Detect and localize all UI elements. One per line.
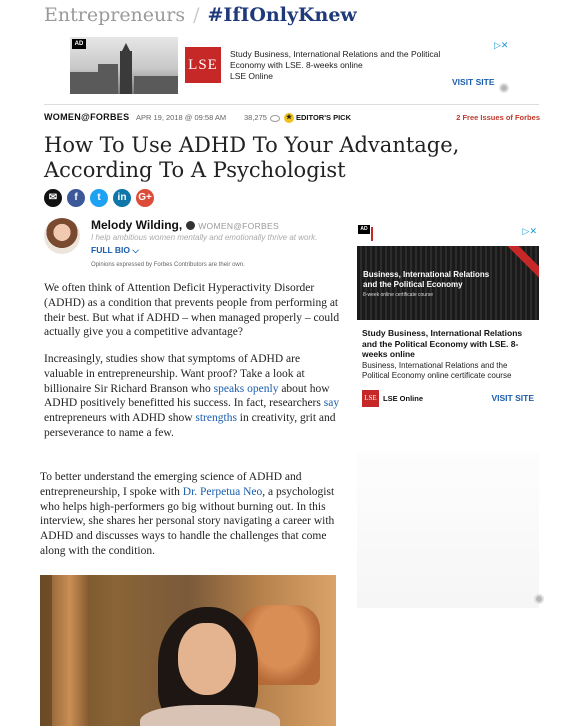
ad-info-dot-icon[interactable]	[499, 83, 509, 93]
ad-advertiser: LSE Online	[383, 394, 424, 403]
top-banner-ad[interactable]	[70, 37, 515, 97]
author-avatar[interactable]	[44, 218, 80, 254]
author-byline: Melody Wilding, WOMEN@FORBES	[91, 218, 279, 232]
linkedin-icon[interactable]: in	[113, 189, 131, 207]
speaks-openly-link[interactable]: speaks openly	[213, 382, 279, 395]
breadcrumb-separator: /	[193, 4, 200, 26]
ad-visit-site-button[interactable]: VISIT SITE	[452, 77, 495, 87]
email-icon[interactable]: ✉	[44, 189, 62, 207]
ad-description: Business, International Relations and the Political Economy online certificate course	[362, 361, 512, 380]
ad-close-icon[interactable]: ▷✕	[494, 40, 509, 50]
twitter-icon[interactable]: t	[90, 189, 108, 207]
contributor-disclaimer: Opinions expressed by Forbes Contributors are their own.	[91, 262, 245, 268]
breadcrumb-section-link[interactable]: Entrepreneurs	[44, 4, 186, 26]
ad-headline[interactable]: Study Business, International Relations and the Political Economy with LSE. 8-weeks online	[230, 49, 441, 70]
ad-banner-subtitle: 8-week online certificate course	[363, 292, 434, 298]
editors-pick-badge: ★ EDITOR'S PICK	[285, 113, 351, 122]
publish-date: APR 19, 2018 @ 09:58 AM	[136, 113, 227, 122]
contributor-icon	[186, 221, 195, 230]
ad-london-photo	[70, 37, 178, 94]
article-paragraph: To better understand the emerging science of ADHD and entrepreneurship, I spoke with Dr. Perpetua Neo, a psychologist who helps high-performers go big without burning out. In this interview, she shares her personal story navigating a career with ADHD and discusses ways to handle the challenges that come along with the condition.	[40, 471, 335, 557]
facebook-icon[interactable]: f	[67, 189, 85, 207]
strengths-link[interactable]: strengths	[195, 412, 237, 425]
author-name-link[interactable]: Melody Wilding	[91, 218, 179, 232]
view-count: 38,275	[244, 113, 280, 122]
article-paragraph: Increasingly, studies show that symptoms of ADHD are valuable in entrepreneurship. Want proof? Take a look at billionaire Sir Richard Branson who speaks openly about how ADHD positively benefitted his success. In fact, researchers say entrepreneurs with ADHD show strengths in creativity, grit and perseverance to name a few.	[44, 353, 340, 439]
say-link[interactable]: say	[323, 397, 340, 410]
star-icon: ★	[285, 114, 293, 122]
free-issues-link[interactable]: 2 Free Issues of Forbes	[456, 113, 540, 122]
channel-brand-link[interactable]: WOMEN@FORBES	[44, 112, 130, 122]
lse-mini-logo	[371, 227, 421, 241]
chevron-down-icon: ⌵	[132, 245, 139, 255]
ad-banner-title: Business, International Relations and the Political Economy	[363, 270, 490, 289]
article-photo	[40, 575, 336, 726]
ad-visit-site-button[interactable]: VISIT SITE	[491, 393, 534, 403]
breadcrumb	[44, 4, 357, 26]
ad-choices-icon[interactable]: AD	[72, 39, 86, 49]
breadcrumb-hashtag-link[interactable]: #IfIOnlyKnew	[207, 4, 357, 26]
divider	[44, 104, 539, 105]
article-paragraph: We often think of Attention Deficit Hyperactivity Disorder (ADHD) as a condition that prevents people from performing at their best. But what if ADHD – when managed properly – could actually give you a competitive advantage?	[44, 282, 340, 339]
ad-banner-image[interactable]	[357, 246, 539, 320]
article-meta	[44, 112, 540, 126]
article-title: How To Use ADHD To Your Advantage, According To A Psychologist	[44, 133, 460, 182]
ad-close-icon[interactable]: ▷✕	[522, 226, 537, 236]
ad-placeholder	[357, 452, 539, 608]
author-bio: I help ambitious women mentally and emotionally thrive at work.	[91, 233, 318, 242]
ad-headline[interactable]: Study Business, International Relations and the Political Economy with LSE. 8-weeks online	[362, 328, 523, 359]
ad-choices-icon[interactable]: AD	[358, 225, 370, 234]
share-bar	[44, 189, 154, 207]
full-bio-toggle[interactable]: FULL BIO ⌵	[91, 245, 139, 255]
dr-perpetua-neo-link[interactable]: Dr. Perpetua Neo	[182, 485, 263, 498]
google-plus-icon[interactable]: G+	[136, 189, 154, 207]
ad-info-dot-icon[interactable]	[534, 594, 544, 604]
lse-logo: LSE	[362, 390, 379, 407]
lse-logo: LSE	[185, 47, 221, 83]
sidebar-ad[interactable]	[357, 224, 539, 414]
ad-advertiser: LSE Online	[230, 71, 273, 81]
author-publication[interactable]: WOMEN@FORBES	[198, 221, 279, 231]
